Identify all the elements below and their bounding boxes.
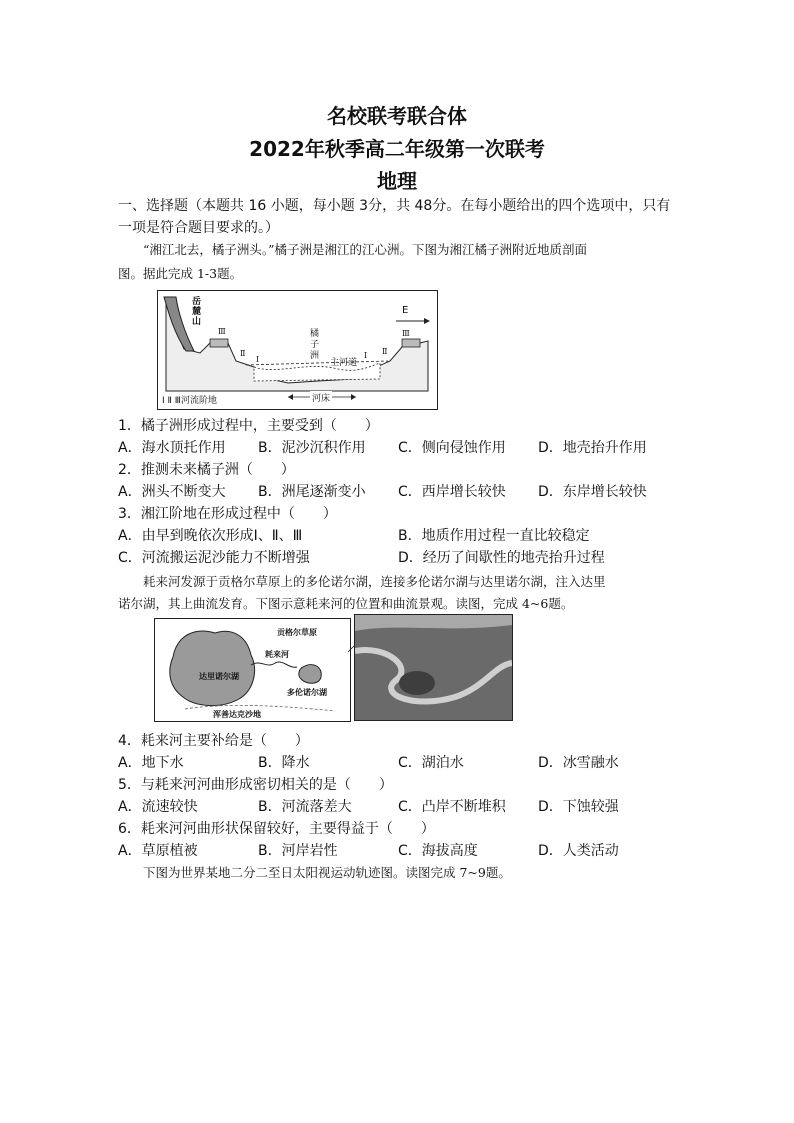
intro3-line1: 下图为世界某地二分二至日太阳视运动轨迹图。读图完成 7~9题。 [143,865,511,880]
terrace-label-i-left: Ⅰ [256,355,260,364]
q2-option-c: C．西岸增长较快 [398,484,506,500]
river-label: 耗来河 [265,650,289,659]
river-location-map [154,618,351,722]
big-lake-label: 达里诺尔湖 [199,672,239,681]
question-6-stem: 6．耗来河河曲形状保留较好，主要得益于（ ） [118,821,435,837]
q3-option-b: B．地质作用过程一直比较稳定 [398,528,590,544]
q1-option-a: A．海水顶托作用 [118,440,226,456]
q3-option-c: C．河流搬运泥沙能力不断增强 [118,550,310,566]
grassland-label: 贡格尔草原 [277,628,317,637]
q5-option-c: C．凸岸不断堆积 [398,799,506,815]
q6-option-b: B．河岸岩性 [258,843,338,859]
question-5-stem: 5．与耗来河河曲形成密切相关的是（ ） [118,777,393,793]
q4-option-b: B．降水 [258,755,310,771]
section-instruction-line2: 一项是符合题目要求的。） [118,220,279,236]
intro2-line1: 耗来河发源于贡格尔草原上的多伦诺尔湖，连接多伦诺尔湖与达里诺尔湖，注入达里 [143,574,606,589]
q4-option-d: D．冰雪融水 [538,755,619,771]
terrace-label-iii-right: Ⅲ [402,329,410,338]
q4-option-c: C．湖泊水 [398,755,464,771]
q5-option-d: D．下蚀较强 [538,799,619,815]
island-label: 橘子洲 [310,329,320,361]
q1-option-c: C．侧向侵蚀作用 [398,440,506,456]
q5-option-a: A．流速较快 [118,799,198,815]
direction-label: E [402,305,409,316]
q3-option-a: A．由早到晚依次形成Ⅰ、Ⅱ、Ⅲ [118,528,303,544]
q5-option-b: B．河流落差大 [258,799,352,815]
intro1-line1: “湘江北去，橘子洲头。”橘子洲是湘江的江心洲。下图为湘江橘子洲附近地质剖面 [143,242,588,257]
q1-option-d: D．地壳抬升作用 [538,440,647,456]
q6-option-d: D．人类活动 [538,843,619,859]
q6-option-a: A．草原植被 [118,843,198,859]
meander-landscape-photo [354,614,513,721]
q2-option-b: B．洲尾逐渐变小 [258,484,366,500]
terrace-label-iii-left: Ⅲ [218,327,226,336]
terrace-caption: Ⅰ Ⅱ Ⅲ河流阶地 [162,396,218,406]
terrace-label-ii-left: Ⅱ [240,349,246,358]
small-lake-label: 多伦诺尔湖 [287,688,327,697]
mountain-label: 岳麓山 [192,297,202,327]
q3-option-d: D．经历了间歇性的地壳抬升过程 [398,550,605,566]
subject-title: 地理 [377,169,417,193]
q1-option-b: B．泥沙沉积作用 [258,440,366,456]
sand-label: 浑善达克沙地 [213,710,261,719]
riverbed-label: 河床 [310,391,332,404]
exam-union-title: 名校联考联合体 [327,104,467,128]
q2-option-a: A．洲头不断变大 [118,484,226,500]
terrace-label-i-right: Ⅰ [364,351,368,360]
question-4-stem: 4．耗来河主要补给是（ ） [118,733,309,749]
cross-section-figure [157,290,438,410]
intro2-line2: 诺尔湖，其上曲流发育。下图示意耗来河的位置和曲流景观。读图，完成 4~6题。 [118,596,574,611]
question-1-stem: 1．橘子洲形成过程中，主要受到（ ） [118,418,379,434]
terrace-label-ii-right: Ⅱ [382,347,388,356]
question-3-stem: 3．湘江阶地在形成过程中（ ） [118,506,337,522]
q2-option-d: D．东岸增长较快 [538,484,647,500]
channel-label: 主河道 [330,358,358,368]
intro1-line2: 图。据此完成 1-3题。 [118,266,243,281]
exam-name-title: 2022年秋季高二年级第一次联考 [249,137,545,161]
q4-option-a: A．地下水 [118,755,184,771]
q6-option-c: C．海拔高度 [398,843,478,859]
question-2-stem: 2．推测未来橘子洲（ ） [118,462,295,478]
section-instruction-line1: 一、选择题（本题共 16 小题，每小题 3分，共 48分。在每小题给出的四个选项中，只有 [118,198,671,214]
